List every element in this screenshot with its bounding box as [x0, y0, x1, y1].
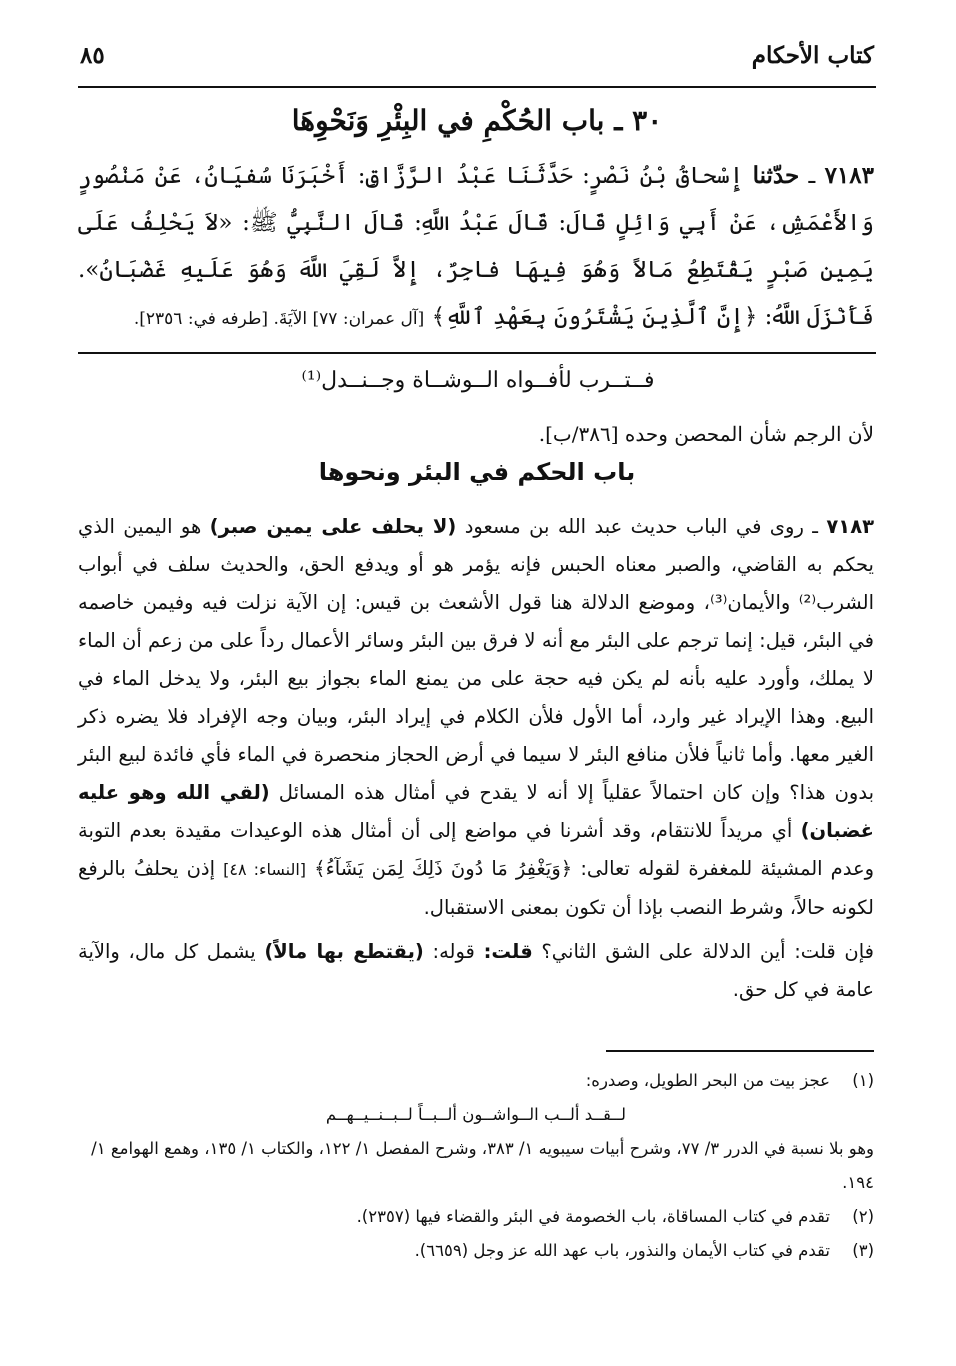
section-divider	[78, 352, 876, 354]
footnote-text: تقدم في كتاب الأيمان والنذور، باب عهد الله عز وجل (٦٦٥٩).	[414, 1241, 830, 1260]
quoted-phrase: (لا يحلف على يمين صبر)	[209, 515, 457, 538]
footnote	[78, 1200, 874, 1234]
narration-label: حدّثنا	[752, 162, 800, 189]
commentary-text	[78, 508, 874, 1009]
hadith-text: إِسْحاقُ بْنُ نَصْرٍ: حَدَّثَنَا عَبْدُ الرَّزَّاقِ: أَخْبَرَنَا سُفيَانُ، عَنْ مَنْصُورٍ وَالأَعْمَشِ، عَنْ أَبِي وَائِلٍ قَالَ: قَالَ عَبْدُ اللَّهِ: قَالَ النَّبِيُّ ﷺ: «لاَ يَحْلِفُ عَلَى يَمِينِ صَبْرٍ يَقْتَطِعُ مَالاً وَهُوَ فِيهَا فاجِرٌ، إِلاَّ لَقِيَ اللَّهَ وَهُوَ عَلَيهِ غَضْبَانُ». فَأَنْزَلَ اللَّهُ: ﴿إِنَّ ٱلَّذِينَ يَشْتَرُونَ بِعَهْدِ ٱللَّهِ﴾	[78, 163, 874, 330]
chapter-title: ٣٠ ـ باب الحُكْمِ في البِئْرِ وَنَحْوِهَا	[291, 104, 663, 137]
commentary-hadith-number: ٧١٨٣	[826, 515, 875, 538]
footnote-divider	[606, 1050, 874, 1052]
footnote-number: (٣)	[852, 1241, 874, 1260]
hadith-reference: [آل عمران: ٧٧] الآيَةَ. [طرفه في: ٢٣٥٦].	[133, 309, 425, 329]
page-number: ٨٥	[80, 42, 105, 69]
quoted-phrase: (لقي الله وهو عليه غضبان)	[78, 781, 874, 842]
footnote	[78, 1064, 874, 1098]
hadith-number: ٧١٨٣	[824, 162, 874, 189]
commentary-paragraph: ٧١٨٣ ـ روى في الباب حديث عبد الله بن مسعود (لا يحلف على يمين صبر) هو اليمين الذي يحكم به القاضي، والصبر معناه الحبس فإنه يؤمر هو أو ويدفع الحق، والحديث سلف في أبواب الشرب⁽²⁾ والأيمان⁽³⁾، وموضع الدلالة هنا قول الأشعث بن قيس: إن الآية نزلت فيه وفيمن خاصمه في البئر، قيل: إنما ترجم على البئر مع أنه لا فرق بين البئر وسائر الأعمال رداً على من زعم أن الماء لا يملك، وأورد عليه بأنه لم يكن فيه حجة على من يمنع الماء بجواز بيع البئر، ولا يدخل الماء في البيع. وهذا الإيراد غير وارد، أما الأول فلأن الكلام في إيراد البئر، وبيان وجه الإفراد فلا يضره ذكر الغير معها. وأما ثانياً فلأن منافع البئر لا سيما في أرض الحجاز منحصرة في الماء فأي فائدة لبيع البئر بدون هذا؟ وإن كان احتمالاً عقلياً إلا أنه لا يقدح في أمثال هذه المسائل (لقي الله وهو عليه غضبان) أي مريداً للانتقام، وقد أشرنا في مواضع إلى أن أمثال هذه الوعيدات مقيدة بعدم التوبة وعدم المشيئة للمغفرة لقوله تعالى: ﴿وَيَغْفِرُ مَا دُونَ ذَلِكَ لِمَن يَشَآءُ﴾ [النساء: ٤٨] إذن يحلفُ بالرفع لكونه حالاً، وشرط النصب بإذا أن تكون بمعنى الاستقبال.	[78, 515, 875, 919]
quran-reference: [النساء: ٤٨]	[223, 860, 307, 879]
footnotes	[78, 1064, 874, 1268]
footnote	[78, 1234, 874, 1268]
hadith-block: ٧١٨٣ ـ حدّثنا إِسْحاقُ بْنُ نَصْرٍ: حَدَّثَنَا عَبْدُ الرَّزَّاقِ: أَخْبَرَنَا سُفيَانُ، عَنْ مَنْصُورٍ وَالأَعْمَشِ، عَنْ أَبِي وَائِلٍ قَالَ: قَالَ عَبْدُ اللَّهِ: قَالَ النَّبِيُّ ﷺ: «لاَ يَحْلِفُ عَلَى يَمِينِ صَبْرٍ يَقْتَطِعُ مَالاً وَهُوَ فِيهَا فاجِرٌ، إِلاَّ لَقِيَ اللَّهَ وَهُوَ عَلَيهِ غَضْبَانُ». فَأَنْزَلَ اللَّهُ: ﴿إِنَّ ٱلَّذِينَ يَشْتَرُونَ بِعَهْدِ ٱللَّهِ﴾ [آل عمران: ٧٧] الآيَةَ. [طرفه في: ٢٣٥٦].	[78, 162, 874, 330]
header-divider	[78, 86, 876, 88]
commentary-paragraph: فإن قلت: أين الدلالة على الشق الثاني؟ قلت: قوله: (يقتطع بها مالاً) يشمل كل مال، والآية عامة في كل حق.	[78, 940, 874, 1001]
running-header-title: كتاب الأحكام	[751, 42, 874, 69]
quoted-phrase: (يقتطع بها مالاً)	[264, 940, 424, 963]
footnote-number: (٢)	[852, 1207, 874, 1226]
poetry-verse: فــتــرب لأفــواه الــوشــاة وجــنــدل⁽¹⁾	[301, 368, 655, 393]
footnote-text: تقدم في كتاب المساقاة، باب الخصومة في البئر والقضاء فيها (٢٣٥٧).	[356, 1207, 830, 1226]
footnote-text: وهو بلا نسبة في الدرر ٣/ ٧٧، وشرح أبيات سيبويه ١/ ٣٨٣، وشرح المفصل ١/ ١٢٢، والكتاب ١/ ١٣٥، وهمع الهوامع ١/ ١٩٤.	[91, 1139, 874, 1192]
footnote-verse: لــقــد ألــب الــواشــون ألــبــاً لــبــنــيــهــم	[325, 1105, 627, 1124]
footnote-text: عجز بيت من البحر الطويل، وصدره:	[585, 1071, 830, 1090]
footnote-number: (١)	[852, 1071, 874, 1090]
verse-note: لأن الرجم شأن المحصن وحده [٣٨٦/ب].	[538, 422, 874, 446]
commentary-section-title: باب الحكم في البئر ونحوها	[318, 458, 636, 486]
quran-quote: ﴿وَيَغْفِرُ مَا دُونَ ذَلِكَ لِمَن يَشَآءُ﴾	[314, 857, 573, 880]
